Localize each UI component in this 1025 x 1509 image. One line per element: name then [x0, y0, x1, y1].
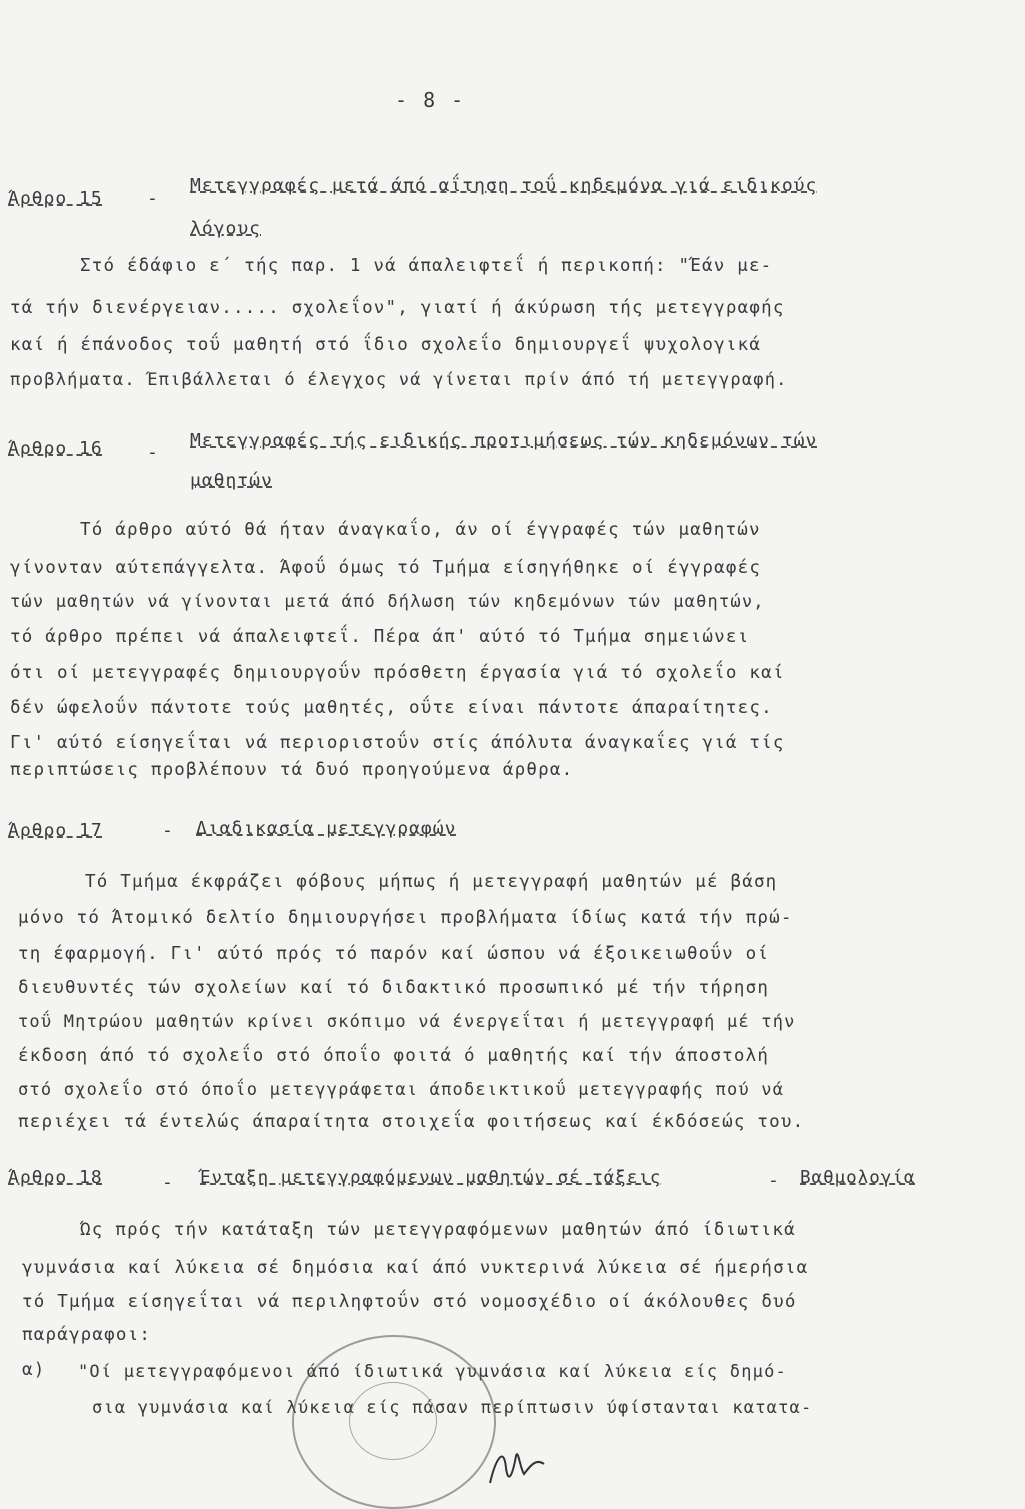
- body-line: "Οί μετεγγραφόμενοι άπό ίδιωτικά γυμνάσια καί λύκεια είς δημό-: [78, 1362, 787, 1382]
- heading-dash: -: [147, 188, 159, 209]
- body-line: Γι' αύτό είσηγεΐται νά περιοριστοΰν στίς άπόλυτα άναγκαΐες γιά τίς: [10, 733, 785, 753]
- body-line: περιέχει τά έντελώς άπαραίτητα στοιχεΐα φοιτήσεως καί έκδόσεώς του.: [18, 1112, 805, 1132]
- article-title-continued: μαθητών: [190, 470, 273, 491]
- heading-dash: -: [162, 820, 174, 841]
- body-line: τό άρθρο πρέπει νά άπαλειφτεΐ. Πέρα άπ' αύτό τό Τμήμα σημειώνει: [10, 627, 750, 647]
- article-title: Μετεγγραφές μετά άπό αΐτηση τοΰ κηδεμόνα γιά ειδικούς: [190, 175, 818, 196]
- page-number: - 8 -: [395, 88, 466, 112]
- body-line: τών μαθητών νά γίνονται μετά άπό δήλωση τών κηδεμόνων τών μαθητών,: [10, 592, 765, 612]
- body-line: έκδοση άπό τό σχολεΐο στό όποΐο φοιτά ό μαθητής καί τήν άποστολή: [18, 1046, 770, 1066]
- heading-dash: -: [147, 442, 159, 463]
- article-number: Άρθρο 16: [8, 438, 103, 459]
- body-line: καί ή έπάνοδος τοΰ μαθητή στό ΐδιο σχολεΐο δημιουργεΐ ψυχολογικά: [10, 335, 762, 355]
- body-line: τό Τμήμα είσηγεΐται νά περιληφτοΰν στό νομοσχέδιο οί άκόλουθες δυό: [22, 1292, 797, 1312]
- article-number: Άρθρο 15: [8, 188, 103, 209]
- body-line: τοΰ Μητρώου μαθητών κρίνει σκόπιμο νά ένεργεΐται ή μετεγγραφή μέ τήν: [18, 1012, 796, 1032]
- body-line: μόνο τό Άτομικό δελτίο δημιουργήσει προβλήματα ίδίως κατά τήν πρώ-: [18, 908, 793, 928]
- body-line: Τό άρθρο αύτό θά ήταν άναγκαΐο, άν οί έγγραφές τών μαθητών: [80, 520, 761, 540]
- body-line: τά τήν διενέργειαν..... σχολεΐον", γιατί ή άκύρωση τής μετεγγραφής: [10, 298, 785, 318]
- body-line: Τό Τμήμα έκφράζει φόβους μήπως ή μετεγγραφή μαθητών μέ βάση: [85, 872, 778, 892]
- body-line: γίνονταν αύτεπάγγελτα. Άφοΰ όμως τό Τμήμα είσηγήθηκε οί έγγραφές: [10, 558, 762, 578]
- body-line: ότι οί μετεγγραφές δημιουργοΰν πρόσθετη έργασία γιά τό σχολεΐο καί: [10, 663, 785, 683]
- handwritten-signature: [482, 1438, 552, 1493]
- article-title: Διαδικασία μετεγγραφών: [196, 818, 457, 839]
- article-title-extra: Βαθμολογία: [800, 1168, 916, 1188]
- official-stamp: [292, 1335, 496, 1509]
- article-number: Άρθρο 18: [8, 1167, 103, 1188]
- body-line: Ώς πρός τήν κατάταξη τών μετεγγραφόμενων μαθητών άπό ίδιωτικά: [80, 1220, 796, 1240]
- list-item-label: α): [22, 1360, 46, 1380]
- body-line: περιπτώσεις προβλέπουν τά δυό προηγούμενα άρθρα.: [10, 760, 574, 780]
- body-line: στό σχολεΐο στό όποΐο μετεγγράφεται άποδεικτικοΰ μετεγγραφής πού νά: [18, 1080, 785, 1100]
- body-line: δέν ώφελοΰν πάντοτε τούς μαθητές, οΰτε είναι πάντοτε άπαραίτητες.: [10, 698, 773, 718]
- body-line: γυμνάσια καί λύκεια σέ δημόσια καί άπό νυκτερινά λύκεια σέ ήμερήσια: [22, 1258, 809, 1278]
- article-title-continued: λόγους: [190, 218, 262, 239]
- body-line: Στό έδάφιο ε΄ τής παρ. 1 νά άπαλειφτεΐ ή περικοπή: "Έάν με-: [80, 256, 773, 276]
- stamp-emblem: [349, 1382, 437, 1460]
- body-line: σια γυμνάσια καί λύκεια είς πάσαν περίπτωσιν ύφίστανται κατατα-: [92, 1398, 813, 1418]
- heading-dash: -: [768, 1170, 780, 1191]
- heading-dash: -: [162, 1172, 174, 1193]
- body-line: διευθυντές τών σχολείων καί τό διδακτικό προσωπικό μέ τήν τήρηση: [18, 978, 770, 998]
- body-line: τη έφαρμογή. Γι' αύτό πρός τό παρόν καί ώσπου νά έξοικειωθοΰν οί: [18, 944, 770, 964]
- article-title: Μετεγγραφές τής ειδικής προτιμήσεως τών κηδεμόνων τών: [190, 430, 818, 451]
- body-line: προβλήματα. Έπιβάλλεται ό έλεγχος νά γίνεται πρίν άπό τή μετεγγραφή.: [10, 370, 788, 390]
- article-title: Ένταξη μετεγγραφόμενων μαθητών σέ τάξεις: [200, 1168, 662, 1188]
- article-number: Άρθρο 17: [8, 820, 103, 841]
- body-line: παράγραφοι:: [22, 1325, 152, 1345]
